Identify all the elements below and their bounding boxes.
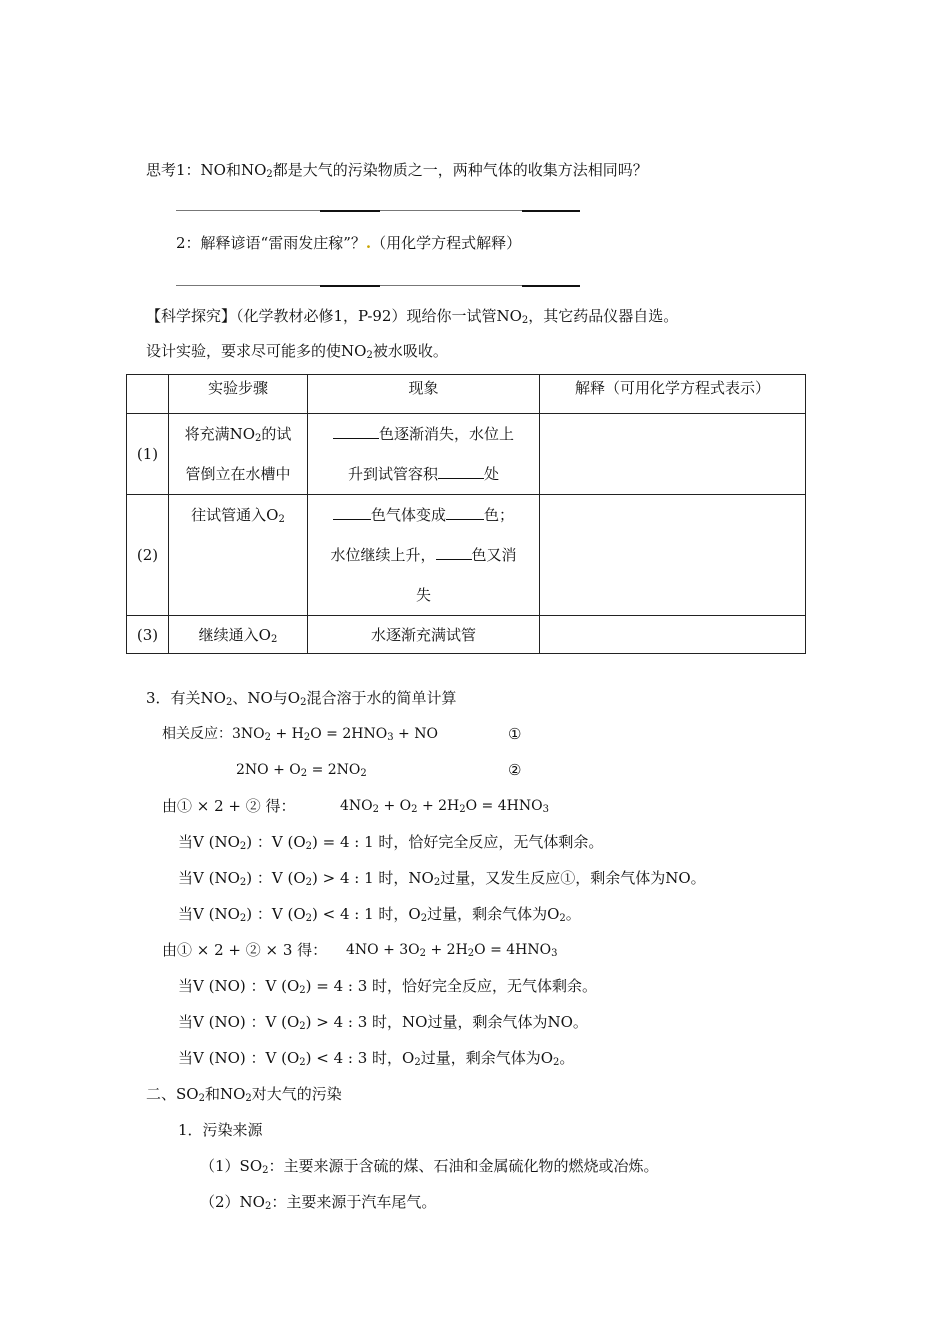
reaction-1-mark: ① (508, 725, 522, 743)
case-no-less: 当V (NO) ：V $(O_2) < 4$ : 3 时，$O_2$过量，剩余气体为$O_2$。 (178, 1049, 575, 1068)
case-no2-greater: 当V $(NO_2)$ ：V $(O_2) > 4$ : 1 时，$NO_2$过量，又发生反应①，剩余气体为NO。 (178, 869, 706, 888)
table-header-steps: 实验步骤 (169, 375, 308, 414)
answer-blank-1c (380, 210, 522, 211)
phenomenon-cell: 色逐渐消失，水位上 升到试管容积 处 (308, 414, 540, 495)
think-question-2: 2：解释谚语“雷雨发庄稼”？.（用化学方程式解释） (176, 234, 522, 252)
explore-line-1: 【科学探究】（化学教材必修1，P-92）现给你一试管$NO_2$，其它药品仪器自选。 (146, 307, 679, 326)
table-header-phenomenon: 现象 (308, 375, 540, 414)
calc-title: 3．有关$NO_2$、NO与$O_2$混合溶于水的简单计算 (146, 689, 457, 708)
case-no-greater: 当V (NO) ：V $(O_2) > 4$ : 3 时，NO过量，剩余气体为NO。 (178, 1013, 588, 1032)
row-number: (1) (127, 414, 169, 495)
answer-blank-1a (176, 210, 320, 211)
reaction-1: 相关反应：$3NO_2 + H_2O = 2HNO_3$ + NO (162, 726, 438, 743)
case-no2-equal: 当V $(NO_2)$ ：V $(O_2) = 4$ : 1 时，恰好完全反应，无气体剩余。 (178, 833, 604, 852)
pollution-source-no2: $(2)NO_2$：主要来源于汽车尾气。 (200, 1193, 437, 1212)
pollution-source-heading: 1．污染来源 (178, 1121, 263, 1139)
step-cell: 继续通入$O_2$ (169, 616, 308, 654)
case-no-equal: 当V (NO) ：V $(O_2) = 4$ : 3 时，恰好完全反应，无气体剩余。 (178, 977, 598, 996)
pollution-source-so2: $(1)SO_2$：主要来源于含硫的煤、石油和金属硫化物的燃烧或冶炼。 (200, 1157, 659, 1176)
answer-blank-2c (380, 285, 522, 286)
row-number: (2) (127, 495, 169, 616)
table-header-num (127, 375, 169, 414)
explanation-cell (540, 616, 806, 654)
reaction-2-mark: ② (508, 761, 522, 779)
think-question-1: 思考1：NO和$NO_2$都是大气的污染物质之一，两种气体的收集方法相同吗？ (146, 161, 648, 180)
table-row (127, 616, 806, 654)
section-2-title: 二、$SO_2$和$NO_2$对大气的污染 (146, 1085, 342, 1104)
table-row (127, 495, 806, 616)
row-number: (3) (127, 616, 169, 654)
explore-line-2: 设计实验，要求尽可能多的使$NO_2$被水吸收。 (146, 342, 448, 361)
table-header-explanation: 解释（可用化学方程式表示） (540, 375, 806, 414)
step-cell: 往试管通入$O_2$ (169, 495, 308, 616)
reaction-2: $2NO + O_2 = 2NO_2$ (236, 762, 367, 779)
explanation-cell (540, 414, 806, 495)
derivation-2-equation: $4NO + 3O_2 + 2H_2O = 4HNO_3$ (346, 942, 558, 959)
answer-blank-2d (522, 285, 580, 287)
phenomenon-cell: 色气体变成 色； 水位继续上升， 色又消 失 (308, 495, 540, 616)
step-cell: 将充满$NO_2$的试 管倒立在水槽中 (169, 414, 308, 495)
derivation-2-label: 由① × 2 + ② × 3 得： (162, 941, 328, 959)
answer-blank-1d (522, 210, 580, 212)
derivation-1-label: 由① × 2 + ② 得： (162, 797, 296, 815)
phenomenon-cell: 水逐渐充满试管 (308, 616, 540, 654)
table-row (127, 414, 806, 495)
explanation-cell (540, 495, 806, 616)
answer-blank-1b (320, 210, 380, 212)
answer-blank-2b (320, 285, 380, 287)
answer-blank-2a (176, 285, 320, 286)
derivation-1-equation: $4NO_2 + O_2 + 2H_2O = 4HNO_3$ (340, 798, 549, 815)
experiment-table (126, 374, 806, 654)
case-no2-less: 当V $(NO_2)$ ：V $(O_2) < 4$ : 1 时，$O_2$过量，剩余气体为$O_2$。 (178, 905, 581, 924)
table-header-row (127, 375, 806, 414)
